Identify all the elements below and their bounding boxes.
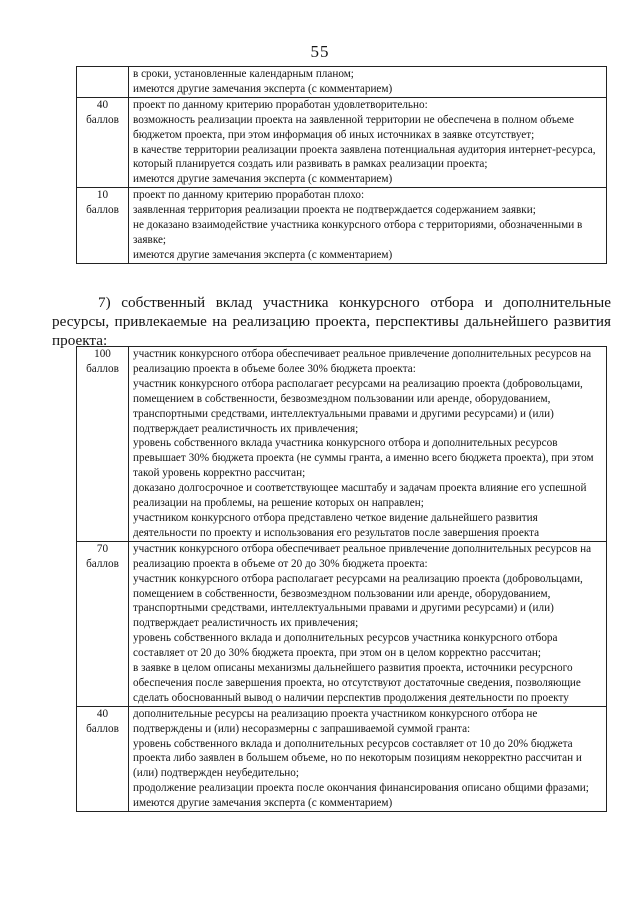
page-number: 55 bbox=[310, 42, 330, 61]
description-line: имеются другие замечания эксперта (с комментарием) bbox=[133, 173, 393, 186]
criterion-7-heading bbox=[52, 293, 611, 350]
description-line: участник конкурсного отбора обеспечивает реальное привлечение дополнительных ресурсов на реализацию проекта в объеме от 20 до 30% бюджета проекта: bbox=[133, 542, 592, 570]
score-cell: 40 баллов bbox=[77, 97, 129, 187]
description-line: участник конкурсного отбора располагает ресурсами на реализацию проекта (добровольцами, помещением в собственности, безвозмездном пользовании или аренде, оборудованием, транспортными средствами, интеллектуальными правами и другими ресурсами) и (или) подтверждает реалистичность их привлечения; bbox=[133, 377, 583, 435]
description-line: возможность реализации проекта на заявленной территории не обеспечена в полном объеме бюджетом проекта, при этом информация об иных источниках в заявке отсутствует; bbox=[133, 113, 574, 141]
table-row bbox=[77, 67, 607, 98]
description-line: уровень собственного вклада и дополнительных ресурсов участника конкурсного отбора составляет от 20 до 30% бюджета проекта, при этом он в целом корректно рассчитан; bbox=[133, 632, 558, 660]
description-line: проект по данному критерию проработан плохо: bbox=[133, 189, 365, 202]
description-line: в сроки, установленные календарным планом; bbox=[133, 68, 354, 80]
description-line: имеются другие замечания эксперта (с комментарием) bbox=[133, 797, 393, 810]
criteria-table-continued bbox=[76, 66, 607, 264]
score-cell bbox=[77, 67, 129, 98]
description-line: доказано долгосрочное и соответствующее масштабу и задачам проекта влияние его успешной реализации на проблемы, на решение которых он направлен; bbox=[133, 482, 587, 510]
score-cell: 40 баллов bbox=[77, 706, 129, 811]
score-cell: 70 баллов bbox=[77, 541, 129, 706]
description-line: дополнительные ресурсы на реализацию проекта участником конкурсного отбора не подтверждены и (или) несоразмерны с запрашиваемой суммой гранта: bbox=[133, 707, 538, 735]
description-cell bbox=[129, 67, 607, 98]
table-row bbox=[77, 347, 607, 542]
description-cell bbox=[129, 97, 607, 187]
description-line: в качестве территории реализации проекта заявлена потенциальная аудитория интернет-ресурса, который планируется создать или развивать в рамках реализации проекта; bbox=[133, 143, 596, 171]
table-row bbox=[77, 541, 607, 706]
description-line: участник конкурсного отбора обеспечивает реальное привлечение дополнительных ресурсов на реализацию проекта в объеме более 30% бюджета проекта: bbox=[133, 348, 592, 375]
description-line: уровень собственного вклада и дополнительных ресурсов составляет от 10 до 20% бюджета проекта либо заявлен в большем объеме, но по некоторым позициям некорректно рассчитан и (или) подтвержден неубедительно; bbox=[133, 737, 582, 780]
description-line: имеются другие замечания эксперта (с комментарием) bbox=[133, 248, 393, 261]
criteria-table-body bbox=[77, 67, 607, 264]
table-row bbox=[77, 706, 607, 811]
criterion-7-text: 7) собственный вклад участника конкурсного отбора и дополнительные ресурсы, привлекаемые на реализацию проекта, перспективы дальнейшего развития проекта: bbox=[52, 294, 611, 349]
description-line: уровень собственного вклада участника конкурсного отбора и дополнительных ресурсов превышает 30% бюджета проекта (не суммы гранта, а именно всего бюджета проекта), при этом такой уровень корректно рассчитан; bbox=[133, 437, 594, 480]
table-row bbox=[77, 188, 607, 264]
description-line: не доказано взаимодействие участника конкурсного отбора с территориями, обозначенными в заявке; bbox=[133, 219, 583, 246]
description-line: заявленная территория реализации проекта не подтверждается содержанием заявки; bbox=[133, 204, 536, 217]
description-line: продолжение реализации проекта после окончания финансирования описано общими фразами; bbox=[133, 782, 589, 795]
description-cell bbox=[129, 188, 607, 264]
criteria-table-body bbox=[77, 347, 607, 812]
description-cell bbox=[129, 706, 607, 811]
description-line: в заявке в целом описаны механизмы дальнейшего развития проекта, источники ресурсного обеспечения после завершения проекта, но отсутствуют достаточные сведения, позволяющие сделать обоснованный вывод о наличии перспектив продолжения деятельности по проекту bbox=[133, 662, 581, 704]
score-cell: 100 баллов bbox=[77, 347, 129, 542]
table-row bbox=[77, 97, 607, 187]
criteria-table-7 bbox=[76, 346, 607, 812]
description-cell bbox=[129, 541, 607, 706]
score-cell: 10 баллов bbox=[77, 188, 129, 264]
description-line: имеются другие замечания эксперта (с комментарием) bbox=[133, 82, 393, 95]
description-cell bbox=[129, 347, 607, 542]
description-line: проект по данному критерию проработан удовлетворительно: bbox=[133, 98, 428, 111]
description-line: участник конкурсного отбора располагает ресурсами на реализацию проекта (добровольцами, помещением в собственности, безвозмездном пользовании или аренде, оборудованием, транспортными средствами, интеллектуальными правами и другими ресурсами) и (или) подтверждает реалистичность их привлечения; bbox=[133, 572, 583, 630]
description-line: участником конкурсного отбора представлено четкое видение дальнейшего развития деятельности по проекту и использования его результатов после завершения проекта bbox=[133, 511, 540, 539]
